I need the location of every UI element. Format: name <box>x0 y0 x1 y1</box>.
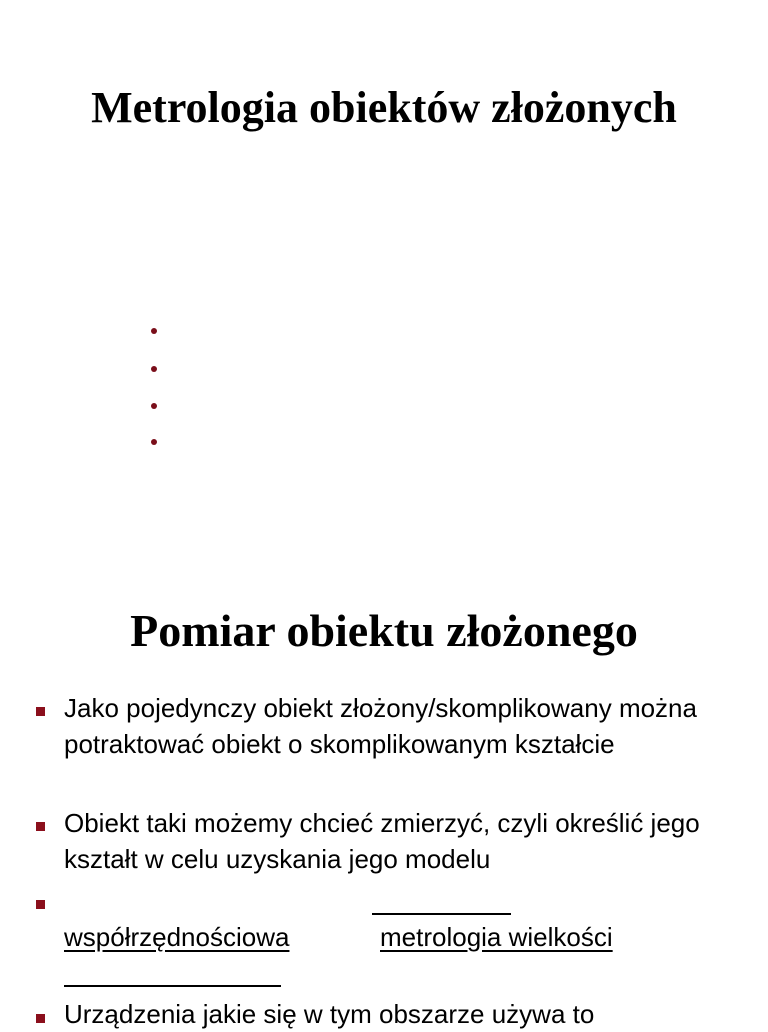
empty-bullet-dot <box>151 366 157 372</box>
slide2-title: Pomiar obiektu złożonego <box>130 605 638 656</box>
empty-bullet-dot <box>151 328 157 334</box>
slide1-title: Metrologia obiektów złożonych <box>91 83 677 132</box>
bullet-text-1: Jako pojedynczy obiekt złożony/skomplikowany można potraktować obiekt o skomplikowanym kształcie <box>64 693 697 759</box>
square-bullet-icon <box>36 1014 45 1023</box>
square-bullet-icon <box>36 822 45 831</box>
empty-bullet-dot <box>151 403 157 409</box>
square-bullet-icon <box>36 900 45 909</box>
link-metrologia-wielkosci[interactable]: metrologia wielkości <box>380 922 613 952</box>
bullet-text-2: Obiekt taki możemy chcieć zmierzyć, czyli określić jego kształt w celu uzyskania jego modelu <box>64 808 700 874</box>
link-wspolrzednosciowa[interactable]: współrzędnościowa <box>64 922 290 952</box>
blank-underline <box>64 985 281 987</box>
blank-underline <box>372 913 511 915</box>
square-bullet-icon <box>36 707 45 716</box>
empty-bullet-dot <box>151 439 157 445</box>
bullet-text-4: Urządzenia jakie się w tym obszarze używa to <box>64 999 595 1029</box>
